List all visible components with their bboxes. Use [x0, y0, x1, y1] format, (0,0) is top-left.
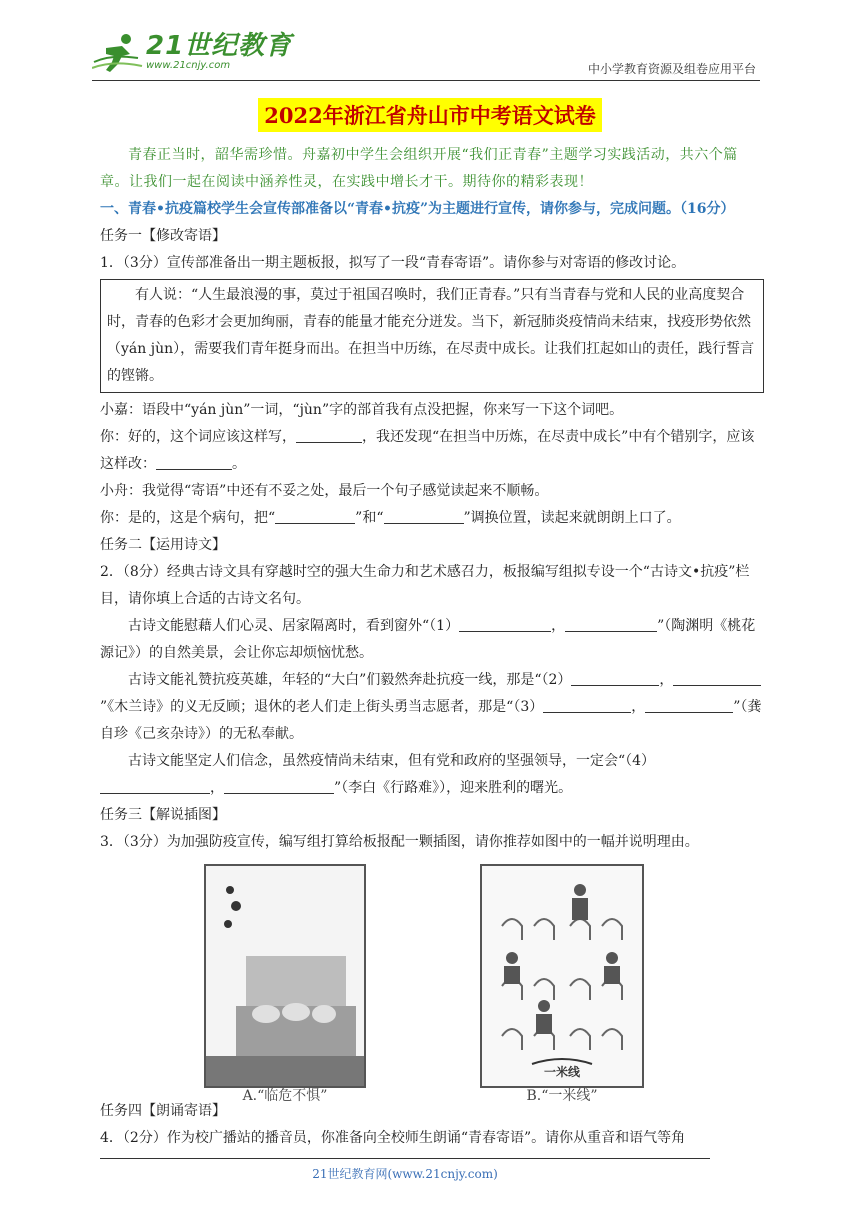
dialogue-you-2: 你：是的，这是个病句，把“ ”和“ ”调换位置，读起来就朗朗上口了。 [100, 505, 764, 532]
logo-title: 21世纪教育 [146, 31, 293, 61]
task3-label: 任务三【解说插图】 [100, 807, 226, 823]
dialogue-xiaozhou: 小舟：我觉得“寄语”中还有不妥之处，最后一个句子感觉读起来不顺畅。 [100, 483, 549, 499]
task4-label: 任务四【朗诵寄语】 [100, 1103, 226, 1119]
answer-blank[interactable] [156, 453, 232, 470]
question-4: 4．（2分）作为校广播站的播音员，你准备向全校师生朗诵“青春寄语”。请你从重音和语气等角 [100, 1130, 686, 1146]
answer-blank[interactable] [224, 777, 334, 794]
poem-paragraph-2: 古诗文能礼赞抗疫英雄，年轻的“大白”们毅然奔赴抗疫一线，那是“（2） ，”《木兰诗》的义无反顾；退休的老人们走上街头勇当志愿者，那是“（3） ， ”（龚自珍《己亥杂诗》）的无私奉献。 [100, 667, 764, 748]
task1-label: 任务一【修改寄语】 [100, 228, 226, 244]
answer-blank[interactable] [543, 696, 631, 713]
illustration-a-image [206, 866, 364, 1086]
illustration-b [480, 864, 644, 1104]
question-2: 2．（8分）经典古诗文具有穿越时空的强大生命力和艺术感召力，板报编写组拟专设一个“古诗文•抗疫”栏目，请你填上合适的古诗文名句。 [100, 564, 750, 607]
section-one-heading: 一、青春•抗疫篇校学生会宣传部准备以“青春•抗疫”为主题进行宣传，请你参与，完成问题。（16分） [100, 201, 735, 217]
answer-blank[interactable] [565, 615, 657, 632]
page-header [92, 28, 760, 81]
illustration-b-caption: B.“一米线” [526, 1088, 598, 1104]
illustration-b-image [482, 866, 642, 1086]
answer-blank[interactable] [459, 615, 551, 632]
exam-content [100, 142, 764, 1152]
illustration-a [204, 864, 366, 1104]
answer-blank[interactable] [296, 426, 362, 443]
logo-url: www.21cnjy.com [146, 60, 231, 71]
illustrations [100, 860, 764, 1104]
answer-blank[interactable] [645, 696, 733, 713]
answer-blank[interactable] [384, 507, 464, 524]
dialogue-you-1: 你：好的，这个词应该这样写， ，我还发现“在担当中历炼，在尽责中成长”中有个错别字，应该这样改： 。 [100, 424, 764, 478]
answer-blank[interactable] [673, 669, 761, 686]
page-footer[interactable]: 21世纪教育网(www.21cnjy.com) [100, 1158, 710, 1182]
poem-paragraph-3: 古诗文能坚定人们信念，虽然疫情尚未结束，但有党和政府的坚强领导，一定会“（4）， ”（李白《行路难》），迎来胜利的曙光。 [100, 748, 764, 802]
answer-blank[interactable] [571, 669, 659, 686]
running-man-logo-icon [92, 32, 144, 76]
poem-paragraph-1: 古诗文能慰藉人们心灵、居家隔离时，看到窗外“（1） ， ”（陶渊明《桃花源记》）的自然美景，会让你忘却烦恼忧愁。 [100, 613, 764, 667]
question-1: 1．（3分）宣传部准备出一期主题板报，拟写了一段“青春寄语”。请你参与对寄语的修改讨论。 [100, 255, 686, 271]
illustration-b-inner-label: 一米线 [543, 1065, 581, 1079]
intro-paragraph: 青春正当时，韶华需珍惜。舟嘉初中学生会组织开展“我们正青春”主题学习实践活动，共六个篇章。让我们一起在阅读中涵养性灵，在实践中增长才干。期待你的精彩表现！ [100, 147, 738, 190]
page-title: 2022年浙江省舟山市中考语文试卷 [258, 98, 601, 132]
youth-message-box: 有人说：“人生最浪漫的事，莫过于祖国召唤时，我们正青春。”只有当青春与党和人民的业高度契合时，青春的色彩才会更加绚丽，青春的能量才能充分迸发。当下，新冠肺炎疫情尚未结束，找疫形势依然（yán jùn），需要我们青年挺身而出。在担当中历练，在尽责中成长。让我们扛起如山的责任，践行誓言的铿锵。 [100, 279, 764, 393]
answer-blank[interactable] [275, 507, 355, 524]
task2-label: 任务二【运用诗文】 [100, 537, 226, 553]
answer-blank[interactable] [100, 777, 210, 794]
site-logo[interactable] [92, 32, 292, 76]
dialogue-xiaojia: 小嘉：语段中“yán jùn”一词，“jùn”字的部首我有点没把握，你来写一下这个词吧。 [100, 402, 624, 418]
illustration-a-caption: A.“临危不惧” [242, 1088, 328, 1104]
platform-name: 中小学教育资源及组卷应用平台 [587, 62, 756, 76]
question-3: 3．（3分）为加强防疫宣传，编写组打算给板报配一颗插图，请你推荐如图中的一幅并说明理由。 [100, 834, 699, 850]
